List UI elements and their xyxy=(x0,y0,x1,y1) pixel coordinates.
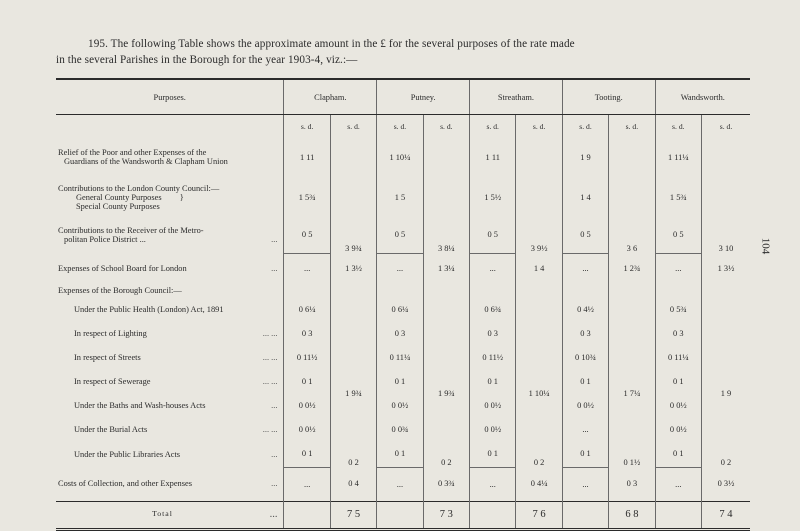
row-label: Contributions to the London County Council:— General County Purposes } Special County Purposes xyxy=(58,183,220,211)
unit-label: s. d. xyxy=(330,115,376,138)
cell: 1 4 xyxy=(562,177,608,217)
cell: 0 5 xyxy=(284,217,330,253)
cell: 0 3 xyxy=(377,321,423,345)
total-value: 7 3 xyxy=(423,501,469,529)
cell: ... xyxy=(377,467,423,501)
rate-table xyxy=(56,78,750,531)
table-row xyxy=(56,297,750,321)
cell: 1 10¼ xyxy=(377,137,423,177)
cell: 0 6¼ xyxy=(284,297,330,321)
cell: 0 1 xyxy=(377,441,423,467)
cell: 0 11¼ xyxy=(377,345,423,369)
cell: 0 0¾ xyxy=(377,417,423,441)
cell: ... xyxy=(562,253,608,283)
intro-line-1: 195. The following Table shows the approximate amount in the £ for the several purposes of the rate made xyxy=(88,38,575,50)
cell: 0 1 xyxy=(655,441,701,467)
total-value: 6 8 xyxy=(609,501,655,529)
cell: 0 1 xyxy=(377,369,423,393)
subtotal-cell: 0 2 xyxy=(701,441,750,467)
subtotal-cell: 1 9 xyxy=(701,369,750,417)
row-label: Costs of Collection, and other Expenses ... xyxy=(58,479,278,489)
table-row xyxy=(56,417,750,441)
cell: 0 5 xyxy=(655,217,701,253)
cell: 0 0½ xyxy=(470,417,516,441)
cell: 0 0½ xyxy=(655,393,701,417)
cell: 0 5¾ xyxy=(655,297,701,321)
subtotal-cell: 0 1½ xyxy=(609,441,655,467)
row-label: Under the Public Libraries Acts ... xyxy=(74,449,278,459)
cell: 1 5¾ xyxy=(655,177,701,217)
subtotal-cell: 1 2¾ xyxy=(609,253,655,283)
table-row xyxy=(56,345,750,369)
parish-header-streatham: Streatham. xyxy=(470,79,563,115)
total-label-cell: Total ... xyxy=(56,501,284,529)
parish-header-putney: Putney. xyxy=(377,79,470,115)
cell: 0 3 xyxy=(470,321,516,345)
subtotal-cell: 0 2 xyxy=(423,441,469,467)
parish-header-clapham: Clapham. xyxy=(284,79,377,115)
row-label: Relief of the Poor and other Expenses of the Guardians of the Wandsworth & Clapham Union xyxy=(58,148,228,166)
header-row xyxy=(56,79,750,115)
subtotal-cell: 0 3¾ xyxy=(423,467,469,501)
table-row xyxy=(56,253,750,283)
total-value: 7 6 xyxy=(516,501,562,529)
subtotal-cell: 1 7¼ xyxy=(609,369,655,417)
subtotal-cell: 0 4¼ xyxy=(516,467,562,501)
cell: 0 0½ xyxy=(284,393,330,417)
cell: ... xyxy=(562,417,608,441)
subtotal-cell: 1 3¼ xyxy=(423,253,469,283)
table-row xyxy=(56,137,750,177)
cell: 0 5 xyxy=(470,217,516,253)
cell: ... xyxy=(284,253,330,283)
subtotal-cell: 1 10¼ xyxy=(516,369,562,417)
cell: 0 0½ xyxy=(377,393,423,417)
units-row xyxy=(56,115,750,138)
subtotal-cell: 3 10 xyxy=(701,217,750,253)
cell: 0 3 xyxy=(562,321,608,345)
total-value: 7 4 xyxy=(701,501,750,529)
subtotal-cell: 0 4 xyxy=(330,467,376,501)
cell: 1 5¾ xyxy=(284,177,330,217)
table-row xyxy=(56,441,750,467)
cell: 1 11 xyxy=(470,137,516,177)
cell: 1 11 xyxy=(284,137,330,177)
subtotal-cell: 0 3½ xyxy=(701,467,750,501)
cell: ... xyxy=(284,467,330,501)
cell: ... xyxy=(470,467,516,501)
unit-label: s. d. xyxy=(423,115,469,138)
total-row xyxy=(56,501,750,529)
cell: 0 0½ xyxy=(470,393,516,417)
unit-label: s. d. xyxy=(609,115,655,138)
cell: 0 1 xyxy=(655,369,701,393)
cell: 1 9 xyxy=(562,137,608,177)
row-label: In respect of Sewerage ... ... xyxy=(74,376,278,386)
row-label: Under the Baths and Wash-houses Acts ... xyxy=(74,400,278,410)
subtotal-cell: 0 2 xyxy=(516,441,562,467)
unit-label: s. d. xyxy=(470,115,516,138)
table-row xyxy=(56,283,750,297)
unit-label: s. d. xyxy=(655,115,701,138)
parish-header-tooting: Tooting. xyxy=(562,79,655,115)
cell: 0 4½ xyxy=(562,297,608,321)
unit-label: s. d. xyxy=(516,115,562,138)
cell: 0 1 xyxy=(562,369,608,393)
row-label: Contributions to the Receiver of the Metro- politan Police District ... ... xyxy=(58,226,278,244)
cell: ... xyxy=(655,467,701,501)
cell: 0 0½ xyxy=(562,393,608,417)
row-label: Expenses of School Board for London ... xyxy=(58,263,278,273)
cell: 0 10¾ xyxy=(562,345,608,369)
cell: 0 1 xyxy=(562,441,608,467)
subtotal-cell: 3 9¾ xyxy=(330,217,376,253)
subtotal-cell: 1 9¾ xyxy=(423,369,469,417)
cell: 0 5 xyxy=(562,217,608,253)
subtotal-cell: 3 9½ xyxy=(516,217,562,253)
unit-label: s. d. xyxy=(284,115,330,138)
cell: 1 5½ xyxy=(470,177,516,217)
total-label: Total xyxy=(152,509,173,518)
cell: ... xyxy=(655,253,701,283)
table-row xyxy=(56,369,750,393)
cell: 0 0½ xyxy=(655,417,701,441)
parish-header-wandsworth: Wandsworth. xyxy=(655,79,750,115)
row-label: Under the Public Health (London) Act, 1891 xyxy=(74,304,224,314)
purposes-header: Purposes. xyxy=(56,79,284,115)
row-label: Under the Burial Acts ... ... xyxy=(74,424,278,434)
cell: 0 1 xyxy=(470,369,516,393)
cell: 1 5 xyxy=(377,177,423,217)
unit-label: s. d. xyxy=(562,115,608,138)
subtotal-cell: 3 6 xyxy=(609,217,655,253)
cell: 0 1 xyxy=(470,441,516,467)
cell: 0 1 xyxy=(284,369,330,393)
cell: 0 0½ xyxy=(284,417,330,441)
row-label: In respect of Lighting ... ... xyxy=(74,328,278,338)
cell: ... xyxy=(377,253,423,283)
unit-label: s. d. xyxy=(701,115,750,138)
table-row xyxy=(56,177,750,217)
subtotal-cell: 3 8¼ xyxy=(423,217,469,253)
cell: 0 3 xyxy=(655,321,701,345)
cell: 0 11½ xyxy=(470,345,516,369)
cell: 0 1 xyxy=(284,441,330,467)
cell: 0 3 xyxy=(284,321,330,345)
cell: ... xyxy=(470,253,516,283)
subtotal-cell: 1 3½ xyxy=(701,253,750,283)
intro-line-2: in the several Parishes in the Borough for the year 1903-4, viz.:— xyxy=(56,54,358,66)
row-label: In respect of Streets ... ... xyxy=(74,352,278,362)
subtotal-cell: 0 3 xyxy=(609,467,655,501)
cell: 0 6¼ xyxy=(377,297,423,321)
subtotal-cell: 0 2 xyxy=(330,441,376,467)
cell: 1 11¼ xyxy=(655,137,701,177)
page-number: 104 xyxy=(759,237,772,255)
row-label: Expenses of the Borough Council:— xyxy=(58,285,182,295)
table-row xyxy=(56,321,750,345)
cell: 0 5 xyxy=(377,217,423,253)
table-row xyxy=(56,467,750,501)
subtotal-cell: 1 3½ xyxy=(330,253,376,283)
unit-label: s. d. xyxy=(377,115,423,138)
cell: 0 11¼ xyxy=(655,345,701,369)
table-row xyxy=(56,217,750,253)
subtotal-cell: 1 4 xyxy=(516,253,562,283)
subtotal-cell: 1 9¾ xyxy=(330,369,376,417)
cell: 0 11½ xyxy=(284,345,330,369)
total-value: 7 5 xyxy=(330,501,376,529)
cell: ... xyxy=(562,467,608,501)
intro-paragraph xyxy=(56,36,746,68)
cell: 0 6¾ xyxy=(470,297,516,321)
